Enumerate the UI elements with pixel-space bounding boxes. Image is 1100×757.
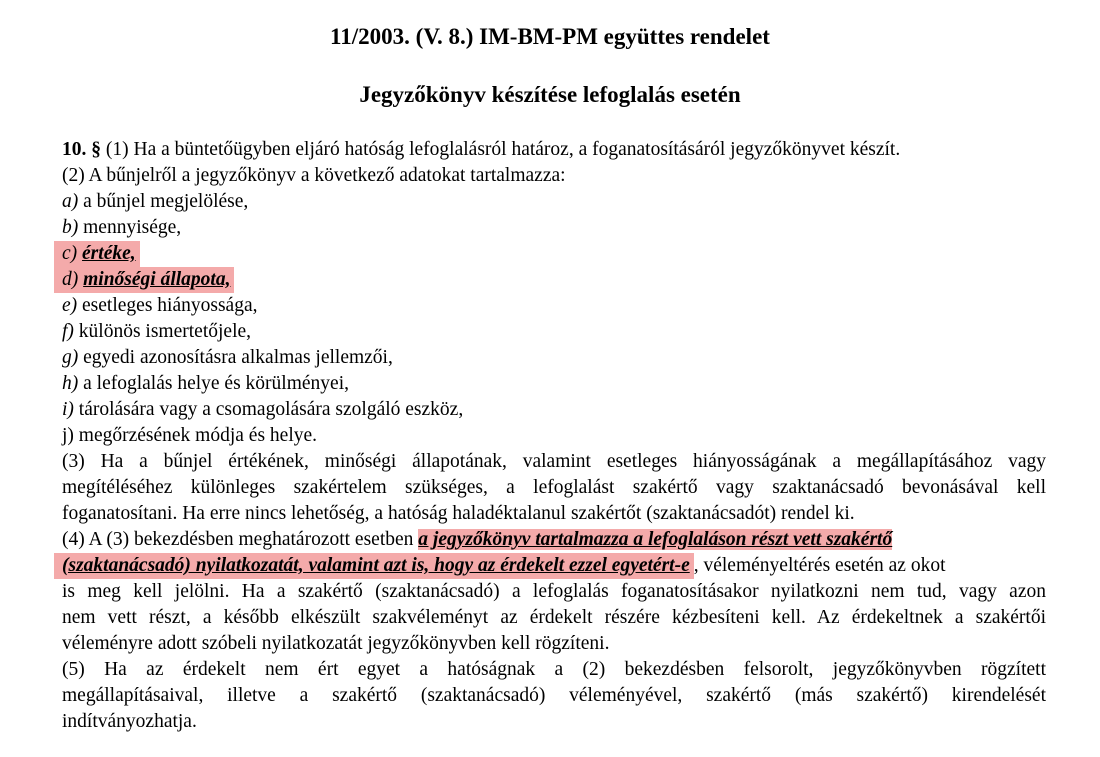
list-item-a	[62, 189, 1046, 215]
paragraph-4-line-2	[62, 553, 1046, 579]
list-item-b	[62, 215, 1046, 241]
paragraph-2: (2) A bűnjelről a jegyzőkönyv a következő adatokat tartalmazza:	[62, 165, 566, 186]
item-letter: b)	[62, 217, 79, 238]
paragraph-3-line-2: megítéléséhez különleges szakértelem szükséges, a lefoglalást szakértő vagy szaktanácsadó bevonásával kell	[62, 477, 1046, 498]
item-letter: e)	[62, 295, 78, 316]
section-number: 10. §	[62, 139, 101, 160]
list-item-e	[62, 293, 1046, 319]
list-item-j	[62, 423, 1046, 449]
paragraph-4-after: , véleményeltérés esetén az okot	[693, 555, 946, 576]
paragraph-4-line-3: is meg kell jelölni. Ha a szakértő (szaktanácsadó) a lefoglalás foganatosításakor nyilatkozni nem tud, vagy azon	[62, 581, 1046, 602]
item-letter: i)	[62, 399, 74, 420]
item-text: tárolására vagy a csomagolására szolgáló eszköz,	[73, 399, 464, 420]
highlight-marker	[54, 241, 140, 267]
list-item-g	[62, 345, 1046, 371]
paragraph-1	[62, 137, 1046, 163]
paragraph-4-line-5: véleményre adott szóbeli nyilatkozatát jegyzőkönyvben kell rögzíteni.	[62, 633, 610, 654]
list-item-d-highlighted	[62, 267, 1046, 293]
item-text: értéke,	[82, 243, 136, 264]
paragraph-5-line-3: indítványozhatja.	[62, 711, 197, 732]
paragraph-3-line-3: foganatosítani. Ha erre nincs lehetőség, a hatóság haladéktalanul szakértőt (szaktanácsadót) rendel ki.	[62, 503, 855, 524]
list-item-c-highlighted	[62, 241, 1046, 267]
section-body	[62, 137, 1046, 735]
section-heading: Jegyzőkönyv készítése lefoglalás esetén	[359, 82, 741, 107]
item-letter: g)	[62, 347, 79, 368]
list-item-f	[62, 319, 1046, 345]
item-letter: f)	[62, 321, 74, 342]
highlight-marker	[54, 267, 234, 293]
item-text: különös ismertetőjele,	[73, 321, 252, 342]
item-letter: a)	[62, 191, 79, 212]
paragraph-4-line-1	[62, 527, 1046, 553]
item-text: egyedi azonosításra alkalmas jellemzői,	[78, 347, 393, 368]
highlighted-phrase-2: (szaktanácsadó) nyilatkozatát, valamint azt is, hogy az érdekelt ezzel egyetért-e	[62, 555, 690, 576]
item-letter: d)	[62, 269, 79, 290]
item-text: j) megőrzésének módja és helye.	[62, 425, 318, 446]
item-text: minőségi állapota,	[83, 269, 231, 290]
paragraph-3-line-1: (3) Ha a bűnjel értékének, minőségi állapotának, valamint esetleges hiányosságának a megállapításához vagy	[62, 451, 1046, 472]
list-item-h	[62, 371, 1046, 397]
decree-title: 11/2003. (V. 8.) IM-BM-PM együttes rendelet	[330, 24, 770, 49]
list-item-i	[62, 397, 1046, 423]
item-letter: c)	[62, 243, 78, 264]
paragraph-5-line-1: (5) Ha az érdekelt nem ért egyet a hatóságnak a (2) bekezdésben felsorolt, jegyzőkönyvben rögzített	[62, 659, 1046, 680]
highlighted-phrase-1: a jegyzőkönyv tartalmazza a lefoglaláson részt vett szakértő	[418, 529, 893, 550]
paragraph-4-line-4: nem vett részt, a később elkészült szakvéleményt az érdekelt részére kézbesíteni kell. Az érdekeltnek a szakértői	[62, 607, 1046, 628]
item-text: esetleges hiányossága,	[77, 295, 258, 316]
item-text: a lefoglalás helye és körülményei,	[78, 373, 349, 394]
paragraph-4-lead: (4) A (3) bekezdésben meghatározott esetben	[62, 529, 419, 550]
paragraph-5-line-2: megállapításaival, illetve a szakértő (szaktanácsadó) véleményével, szakértő (más szakértő) kirendelését	[62, 685, 1046, 706]
item-text: mennyisége,	[78, 217, 182, 238]
item-text: a bűnjel megjelölése,	[78, 191, 249, 212]
item-letter: h)	[62, 373, 79, 394]
highlight-marker	[54, 553, 694, 579]
paragraph-1-text: (1) Ha a büntetőügyben eljáró hatóság lefoglalásról határoz, a foganatosításáról jegyzőkönyvet készít.	[105, 139, 901, 160]
